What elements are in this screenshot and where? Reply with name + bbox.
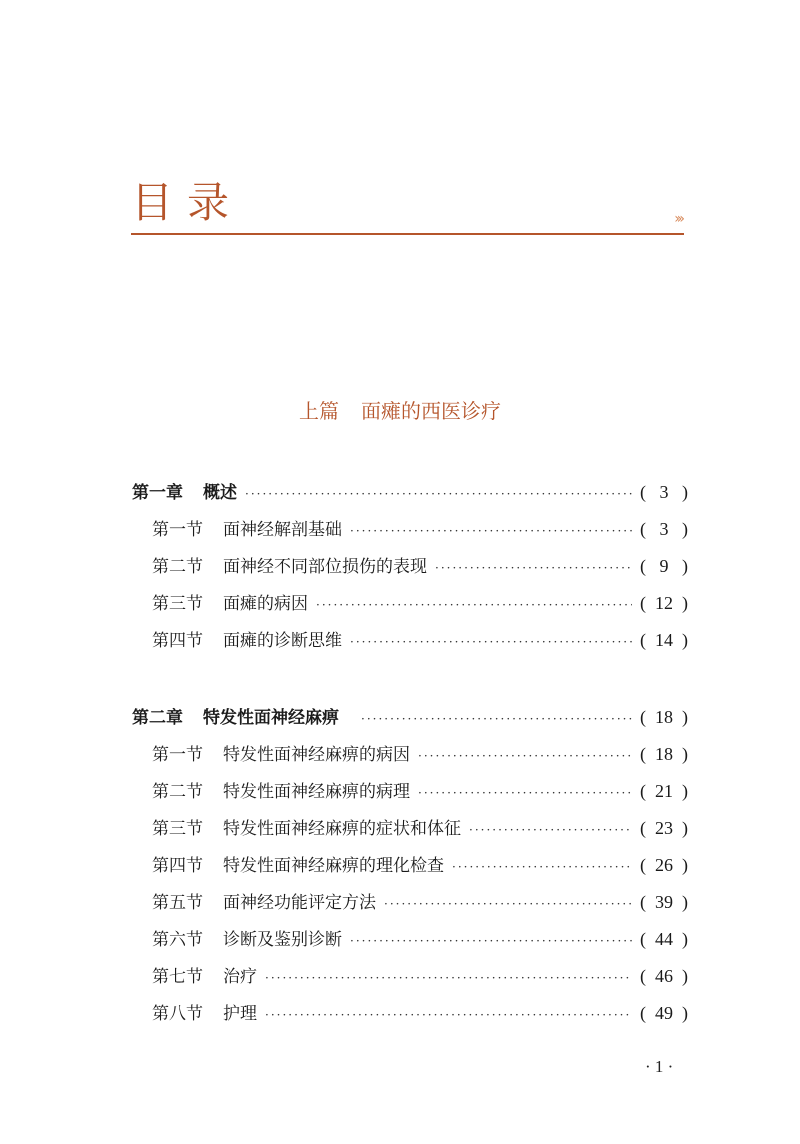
toc-chapter-1[interactable]: [132, 474, 688, 511]
toc-header: [131, 178, 684, 238]
toc-section[interactable]: [132, 622, 688, 659]
page-ref: ( 39 ): [640, 892, 688, 912]
dot-leader: [361, 701, 632, 738]
table-of-contents: [132, 474, 688, 1032]
toc-section[interactable]: [132, 585, 688, 622]
section-number: 第八节: [152, 1004, 203, 1024]
page-ref: ( 26 ): [640, 855, 688, 875]
toc-section[interactable]: [132, 511, 688, 548]
page-ref: ( 9 ): [640, 556, 688, 576]
section-number: 第七节: [152, 967, 203, 987]
section-title: 面瘫的病因: [223, 594, 308, 614]
section-title: 面神经不同部位损伤的表现: [223, 557, 427, 577]
dot-leader: [418, 775, 632, 812]
dot-leader: [384, 886, 632, 923]
section-number: 第五节: [152, 893, 203, 913]
section-title: 面神经功能评定方法: [223, 893, 376, 913]
page-ref: ( 49 ): [640, 1003, 688, 1023]
section-title: 面神经解剖基础: [223, 520, 342, 540]
toc-section[interactable]: [132, 847, 688, 884]
section-number: 第六节: [152, 930, 203, 950]
dot-leader: [245, 476, 632, 513]
chapter-title: 特发性面神经麻痹: [203, 708, 339, 728]
toc-section[interactable]: [132, 921, 688, 958]
page-ref: ( 12 ): [640, 593, 688, 613]
section-title: 面瘫的诊断思维: [223, 631, 342, 651]
page-ref: ( 23 ): [640, 818, 688, 838]
page-ref: ( 18 ): [640, 707, 688, 727]
toc-section[interactable]: [132, 773, 688, 810]
toc-section[interactable]: [132, 548, 688, 585]
toc-section[interactable]: [132, 958, 688, 995]
page-ref: ( 44 ): [640, 929, 688, 949]
page-ref: ( 14 ): [640, 630, 688, 650]
toc-section[interactable]: [132, 736, 688, 773]
dot-leader: [435, 550, 632, 587]
page-ref: ( 3 ): [640, 482, 688, 502]
toc-chapter-2[interactable]: [132, 699, 688, 736]
section-number: 第三节: [152, 594, 203, 614]
section-number: 第三节: [152, 819, 203, 839]
dot-leader: [350, 624, 632, 661]
part-title: 面瘫的西医诊疗: [361, 399, 501, 423]
dot-leader: [265, 960, 632, 997]
page-number: · 1 ·: [645, 1057, 674, 1076]
section-title: 护理: [223, 1004, 257, 1024]
chevron-right-icon: ›››: [674, 211, 682, 227]
page-title: 目录: [131, 178, 244, 227]
page-ref: ( 3 ): [640, 519, 688, 539]
dot-leader: [452, 849, 632, 886]
dot-leader: [350, 513, 632, 550]
chapter-number: 第二章: [132, 708, 183, 728]
section-title: 特发性面神经麻痹的理化检查: [223, 856, 444, 876]
section-title: 特发性面神经麻痹的病因: [223, 745, 410, 765]
section-title: 特发性面神经麻痹的病理: [223, 782, 410, 802]
page-ref: ( 46 ): [640, 966, 688, 986]
section-number: 第四节: [152, 631, 203, 651]
section-number: 第一节: [152, 520, 203, 540]
chapter-number: 第一章: [132, 483, 183, 503]
dot-leader: [350, 923, 632, 960]
section-title: 特发性面神经麻痹的症状和体征: [223, 819, 461, 839]
toc-section[interactable]: [132, 884, 688, 921]
dot-leader: [469, 812, 632, 849]
part-label: 上篇: [299, 399, 339, 423]
toc-section[interactable]: [132, 995, 688, 1032]
dot-leader: [316, 587, 632, 624]
section-number: 第四节: [152, 856, 203, 876]
toc-section[interactable]: [132, 810, 688, 847]
part-heading: [0, 396, 800, 426]
dot-leader: [265, 997, 632, 1034]
section-title: 治疗: [223, 967, 257, 987]
section-number: 第二节: [152, 782, 203, 802]
page-ref: ( 18 ): [640, 744, 688, 764]
dot-leader: [418, 738, 632, 775]
title-divider: [131, 233, 684, 235]
section-number: 第一节: [152, 745, 203, 765]
section-title: 诊断及鉴别诊断: [223, 930, 342, 950]
page-ref: ( 21 ): [640, 781, 688, 801]
chapter-title: 概述: [203, 483, 237, 503]
section-number: 第二节: [152, 557, 203, 577]
